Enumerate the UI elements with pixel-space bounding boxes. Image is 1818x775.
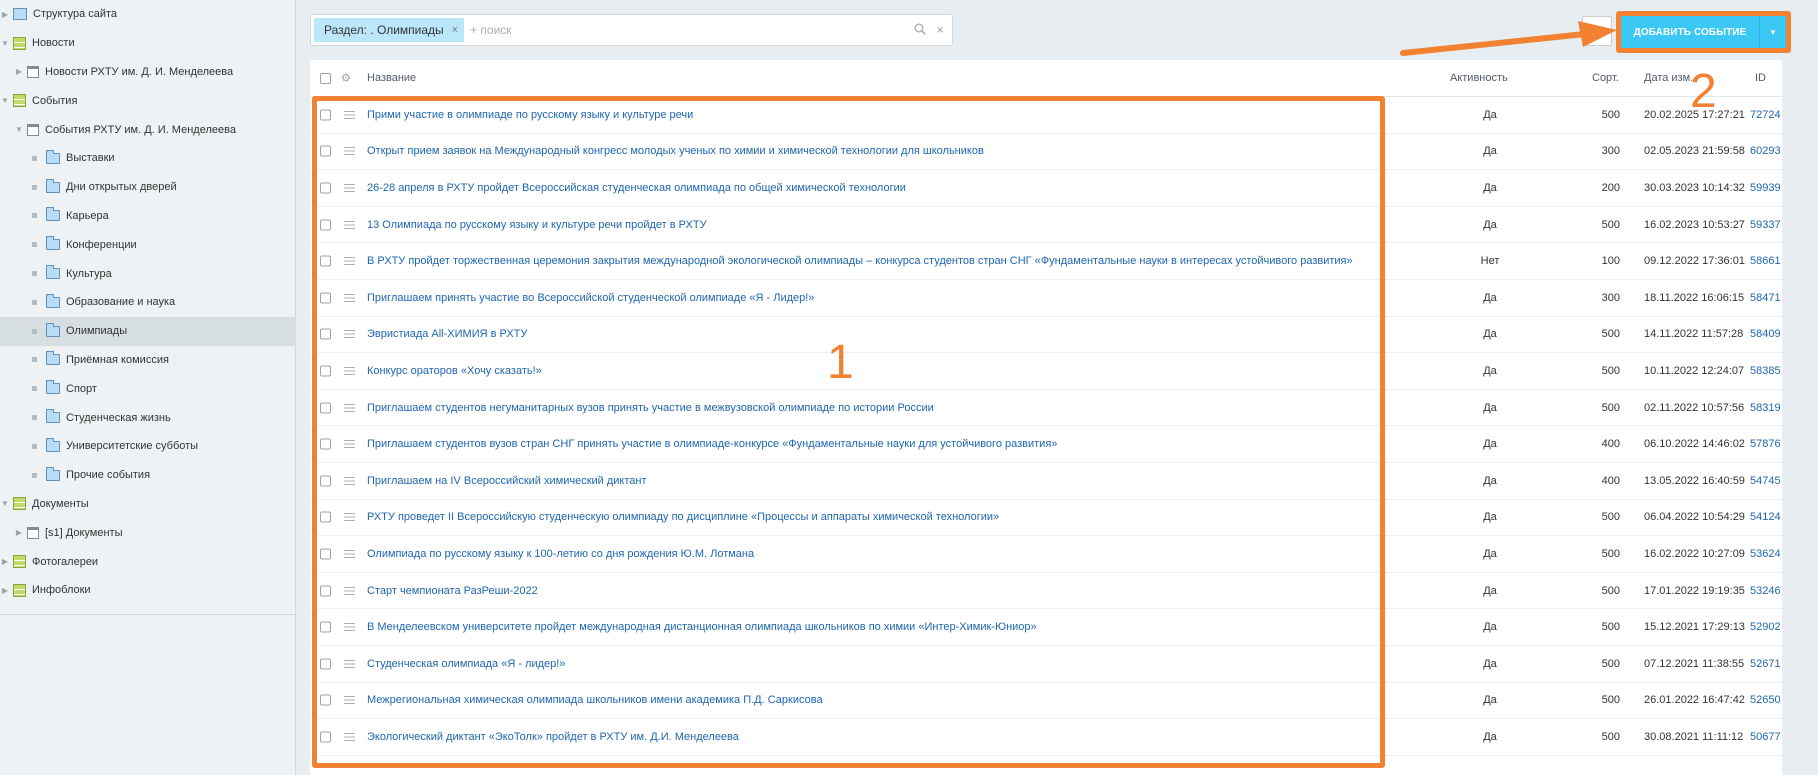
element-sort: 500 [1601, 547, 1620, 560]
element-name-link[interactable]: Студенческая олимпиада «Я - лидер!» [367, 657, 566, 670]
element-sort: 500 [1601, 401, 1620, 414]
element-active: Да [1483, 328, 1497, 341]
element-id[interactable]: 52650 [1750, 694, 1781, 707]
element-active: Да [1483, 730, 1497, 743]
element-sort: 500 [1601, 694, 1620, 707]
element-sort: 500 [1601, 584, 1620, 597]
element-active: Да [1483, 621, 1497, 634]
element-sort: 500 [1601, 621, 1620, 634]
element-name-link[interactable]: Межрегиональная химическая олимпиада школьников имени академика П.Д. Саркисова [367, 694, 823, 707]
element-active: Да [1483, 694, 1497, 707]
chevron-right-icon[interactable]: ▶ [15, 67, 23, 77]
element-sort: 200 [1601, 181, 1620, 194]
element-name-link[interactable]: 26-28 апреля в РХТУ пройдет Всероссийская студенческая олимпиада по общей химической технологии [367, 181, 906, 194]
add-event-button[interactable]: ДОБАВИТЬ СОБЫТИЕ [1621, 16, 1760, 48]
column-header-name[interactable]: Название [367, 72, 417, 84]
element-active: Да [1483, 181, 1497, 194]
sidebar-item-label: Фотогалереи [32, 555, 99, 568]
element-date: 02.05.2023 21:59:58 [1644, 145, 1745, 158]
element-name-link[interactable]: Приглашаем на IV Всероссийский химический диктант [367, 474, 647, 487]
element-date: 02.11.2022 10:57:56 [1644, 401, 1745, 414]
element-active: Да [1483, 218, 1497, 231]
column-header-active[interactable]: Активность [1450, 72, 1508, 84]
sidebar-item-label: Инфоблоки [32, 584, 91, 597]
element-name-link[interactable]: РХТУ проведет II Всероссийскую студенческую олимпиаду по дисциплине «Процессы и аппараты химической технологии» [367, 511, 1000, 524]
sidebar-item-label: Структура сайта [33, 8, 118, 21]
element-sort: 500 [1601, 364, 1620, 377]
element-date: 30.08.2021 11:11:12 [1644, 730, 1744, 743]
element-sort: 500 [1601, 328, 1620, 341]
element-sort: 100 [1601, 255, 1620, 268]
chevron-down-icon[interactable]: ▼ [1, 96, 9, 106]
element-id[interactable]: 58409 [1750, 328, 1781, 341]
sidebar-item-label: Дни открытых дверей [66, 181, 177, 194]
element-name-link[interactable]: Приглашаем принять участие во Всероссийской студенческой олимпиаде «Я - Лидер!» [367, 291, 815, 304]
element-active: Нет [1480, 255, 1500, 268]
element-active: Да [1483, 657, 1497, 670]
element-id[interactable]: 53624 [1750, 547, 1781, 560]
column-header-id[interactable]: ID [1755, 72, 1766, 84]
element-name-link[interactable]: Экологический диктант «ЭкоТолк» пройдет в РХТУ им. Д.И. Менделеева [367, 730, 739, 743]
element-id[interactable]: 50677 [1750, 730, 1781, 743]
chevron-down-icon[interactable]: ▼ [1, 38, 9, 48]
element-sort: 500 [1601, 730, 1620, 743]
element-sort: 400 [1601, 474, 1620, 487]
element-id[interactable]: 58661 [1750, 255, 1781, 268]
chevron-down-icon: ▾ [1770, 26, 1776, 37]
element-id[interactable]: 59939 [1750, 181, 1781, 194]
element-id[interactable]: 58319 [1750, 401, 1781, 414]
element-name-link[interactable]: В Менделеевском университете пройдет международная дистанционная олимпиада школьников по химии «Интер-Химик-Юниор» [367, 621, 1037, 634]
sidebar-item-label: Студенческая жизнь [66, 411, 171, 424]
element-id[interactable]: 53246 [1750, 584, 1781, 597]
element-date: 07.12.2021 11:38:55 [1644, 657, 1745, 670]
element-sort: 300 [1601, 291, 1620, 304]
element-id[interactable]: 60293 [1750, 145, 1781, 158]
chip-close-icon[interactable]: × [451, 24, 459, 36]
element-name-link[interactable]: Эвристиада All-ХИМИЯ в РХТУ [367, 328, 528, 341]
element-name-link[interactable]: В РХТУ пройдет торжественная церемония закрытия международной экологической олимпиады – конкурса студентов стран СНГ «Фундаментальные науки в интересах устойчивого развития» [367, 255, 1353, 268]
annotation-label-2: 2 [1690, 65, 1717, 118]
element-sort: 500 [1601, 657, 1620, 670]
element-id[interactable]: 58385 [1750, 364, 1781, 377]
element-id[interactable]: 54745 [1750, 474, 1781, 487]
element-date: 06.04.2022 10:54:29 [1644, 511, 1745, 524]
element-sort: 400 [1601, 438, 1620, 451]
element-name-link[interactable]: Прими участие в олимпиаде по русскому языку и культуре речи [367, 108, 694, 121]
sidebar-item-label: Спорт [66, 382, 97, 395]
element-date: 20.02.2025 17:27:21 [1644, 108, 1745, 121]
element-date: 10.11.2022 12:24:07 [1644, 364, 1745, 377]
element-active: Да [1483, 145, 1497, 158]
element-date: 09.12.2022 17:36:01 [1644, 255, 1745, 268]
element-active: Да [1483, 511, 1497, 524]
element-active: Да [1483, 291, 1497, 304]
element-name-link[interactable]: 13 Олимпиада по русскому языку и культуре речи пройдет в РХТУ [367, 218, 707, 231]
element-sort: 300 [1601, 145, 1620, 158]
element-date: 26.01.2022 16:47:42 [1644, 694, 1745, 707]
sidebar-item-label: События РХТУ им. Д. И. Менделеева [45, 123, 236, 136]
element-date: 16.02.2022 10:27:09 [1644, 547, 1745, 560]
element-sort: 500 [1601, 511, 1620, 524]
element-id[interactable]: 54124 [1750, 511, 1781, 524]
filter-chip-label: Раздел: . Олимпиады [324, 23, 444, 37]
sidebar-item-label: Новости РХТУ им. Д. И. Менделеева [45, 65, 234, 78]
clear-icon[interactable]: × [936, 22, 944, 37]
sidebar-item-label: Конференции [66, 238, 137, 251]
sidebar-item-label: Карьера [66, 209, 109, 222]
chevron-right-icon[interactable]: ▶ [1, 9, 9, 19]
column-header-date[interactable]: Дата изм. [1644, 72, 1694, 84]
element-name-link[interactable]: Конкурс ораторов «Хочу сказать!» [367, 364, 542, 377]
chevron-right-icon[interactable]: ▶ [1, 557, 9, 567]
sidebar-item-label: [s1] Документы [45, 526, 123, 539]
element-active: Да [1483, 438, 1497, 451]
element-active: Да [1483, 364, 1497, 377]
element-name-link[interactable]: Старт чемпионата РазРеши-2022 [367, 584, 538, 597]
column-header-sort[interactable]: Сорт. [1592, 72, 1619, 84]
element-id[interactable]: 58471 [1750, 291, 1781, 304]
chevron-down-icon[interactable]: ▼ [15, 125, 23, 135]
chevron-down-icon[interactable]: ▼ [1, 499, 9, 509]
element-sort: 500 [1601, 218, 1620, 231]
sidebar-item-label: Культура [66, 267, 112, 280]
sidebar-item-label: Документы [32, 497, 89, 510]
sidebar-item-label: Выставки [66, 152, 115, 165]
sidebar-item-label: Образование и наука [66, 296, 176, 309]
element-active: Да [1483, 547, 1497, 560]
element-id[interactable]: 52902 [1750, 621, 1781, 634]
element-date: 18.11.2022 16:06:15 [1644, 291, 1745, 304]
element-active: Да [1483, 584, 1497, 597]
element-name-link[interactable]: Приглашаем студентов вузов стран СНГ принять участие в олимпиаде-конкурсе «Фундаментальные науки для устойчивого развития» [367, 438, 1058, 451]
sidebar-item-label: Приёмная комиссия [66, 353, 169, 366]
element-active: Да [1483, 401, 1497, 414]
element-date: 06.10.2022 14:46:02 [1644, 438, 1745, 451]
element-name-link[interactable]: Олимпиада по русскому языку к 100-летию со дня рождения Ю.М. Лотмана [367, 547, 755, 560]
element-active: Да [1483, 108, 1497, 121]
chevron-right-icon[interactable]: ▶ [15, 528, 23, 538]
element-date: 14.11.2022 11:57:28 [1644, 328, 1744, 341]
sidebar-item-label: События [32, 94, 78, 107]
element-sort: 500 [1601, 108, 1620, 121]
sidebar-item-label: Олимпиады [66, 325, 128, 338]
element-name-link[interactable]: Приглашаем студентов негуманитарных вузов принять участие в межвузовской олимпиаде по истории России [367, 401, 934, 414]
element-date: 15.12.2021 17:29:13 [1644, 621, 1745, 634]
sidebar-item-label: Университетские субботы [66, 440, 199, 453]
chevron-right-icon[interactable]: ▶ [1, 585, 9, 595]
element-date: 16.02.2023 10:53:27 [1644, 218, 1745, 231]
sidebar-item-label: Новости [32, 37, 75, 50]
element-name-link[interactable]: Открыт прием заявок на Международный конгресс молодых ученых по химии и химической технологии для школьников [367, 145, 984, 158]
element-id[interactable]: 59337 [1750, 218, 1781, 231]
element-date: 13.05.2022 16:40:59 [1644, 474, 1745, 487]
column-settings-gear-icon[interactable]: ⚙ [341, 72, 351, 85]
annotation-label-1: 1 [827, 336, 854, 389]
sidebar-item-label: Прочие события [66, 469, 151, 482]
element-active: Да [1483, 474, 1497, 487]
element-id[interactable]: 52671 [1750, 657, 1781, 670]
element-id[interactable]: 72724 [1750, 108, 1781, 121]
element-date: 30.03.2023 10:14:32 [1644, 181, 1745, 194]
element-id[interactable]: 57876 [1750, 438, 1781, 451]
element-date: 17.01.2022 19:19:35 [1644, 584, 1745, 597]
